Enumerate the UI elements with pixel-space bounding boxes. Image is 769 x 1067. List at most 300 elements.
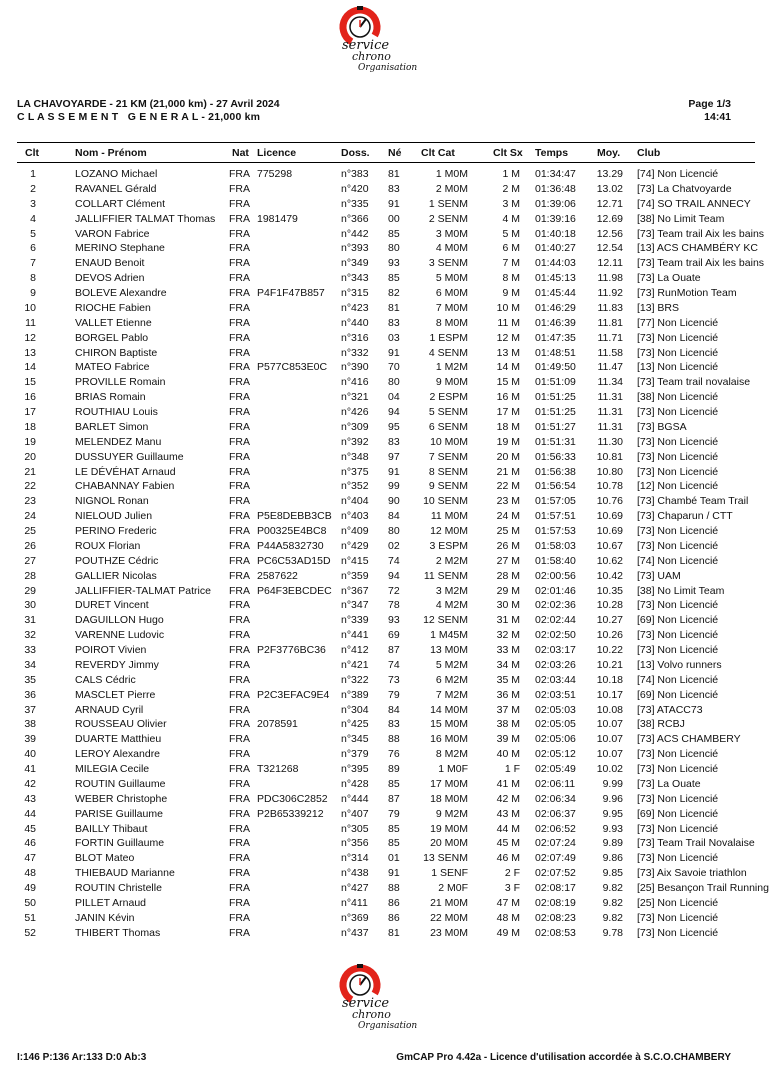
cell-clt-sx: 1 M [502,168,520,180]
cell-licence: T321268 [257,763,299,775]
cell-nat: FRA [229,644,250,656]
cell-clt-sx: 30 M [496,599,520,612]
table-row [0,613,755,628]
cell-clt: 47 [24,852,36,865]
cell-moy: 10.17 [596,688,623,701]
cell-moy: 13.29 [596,168,623,180]
cell-name: LEROY Alexandre [75,748,161,761]
cell-clt-cat: 12 SENM [423,614,468,627]
cell-clt: 33 [24,644,36,656]
cell-clt-sx: 14 M [496,361,520,374]
table-row [0,836,755,851]
cell-moy: 10.26 [596,629,623,642]
cell-temps: 01:58:40 [535,554,576,567]
cell-name: WEBER Christophe [75,792,168,805]
cell-doss: n°411 [341,896,368,909]
table-row [0,598,755,613]
cell-clt: 34 [24,658,36,671]
cell-clt: 45 [24,822,36,835]
table-row [0,479,755,494]
cell-clt-cat: 11 M0M [430,510,468,523]
cell-name: JALLIFFIER TALMAT Thomas [75,212,216,225]
cell-moy: 10.76 [596,495,623,508]
cell-moy: 10.07 [596,733,623,746]
cell-club: [73] Non Licencié [637,435,719,448]
race-title: LA CHAVOYARDE - 21 KM (21,000 km) - 27 Avril 2024 [17,98,280,110]
logo-word-chrono: chrono [352,1008,391,1021]
cell-clt-cat: 8 M2M [435,748,468,761]
cell-moy: 10.62 [596,554,623,567]
footer-stats: I:146 P:136 Ar:133 D:0 Ab:3 [17,1052,147,1063]
cell-clt-cat: 2 M0M [435,182,468,195]
cell-temps: 02:06:34 [535,792,576,805]
cell-clt-cat: 5 M0M [435,272,468,285]
cell-club: [73] Team trail Aix les bains [637,257,765,270]
cell-club: [73] Team trail Aix les bains [637,227,765,240]
cell-name: BRIAS Romain [75,391,146,404]
table-row [0,524,755,539]
cell-club: [73] Non Licencié [637,346,719,359]
cell-doss: n°438 [341,867,369,880]
cell-clt-cat: 1 ESPM [429,331,468,344]
cell-licence: 2587622 [257,569,298,582]
cell-clt-sx: 3 F [504,882,520,894]
cell-name: DUSSUYER Guillaume [75,450,184,463]
cell-moy: 11.92 [597,287,623,299]
table-row [0,777,755,792]
cell-clt-cat: 10 SENM [423,495,468,508]
cell-temps: 02:03:44 [535,673,576,686]
cell-ne: 00 [388,212,400,225]
table-row [0,851,755,866]
cell-moy: 12.54 [596,242,623,255]
cell-ne: 87 [388,644,400,656]
cell-temps: 01:49:50 [535,361,576,374]
cell-temps: 01:47:35 [535,331,576,344]
cell-ne: 99 [388,480,400,493]
cell-clt: 51 [24,911,36,924]
cell-clt-sx: 8 M [502,272,520,285]
cell-temps: 01:34:47 [535,168,576,180]
cell-temps: 01:56:33 [535,450,576,463]
cell-ne: 86 [388,911,400,924]
cell-doss: n°412 [341,644,369,656]
cell-name: BARLET Simon [75,420,149,433]
cell-name: BOLEVE Alexandre [75,287,167,299]
cell-nat: FRA [229,391,250,404]
cell-clt-cat: 17 M0M [430,777,468,790]
cell-doss: n°316 [341,331,369,344]
cell-clt: 24 [24,510,36,523]
cell-clt: 31 [24,614,36,627]
cell-clt-sx: 24 M [496,510,520,523]
cell-clt: 27 [24,554,36,567]
cell-nat: FRA [229,376,250,389]
col-nat: Nat [232,147,249,159]
cell-doss: n°423 [341,301,369,314]
cell-clt: 15 [24,376,36,389]
cell-ne: 85 [388,227,400,240]
cell-moy: 10.81 [596,450,623,463]
cell-ne: 85 [388,837,400,850]
cell-ne: 78 [388,599,400,612]
cell-ne: 95 [388,420,400,433]
table-row [0,465,755,480]
cell-name: RAVANEL Gérald [75,182,157,195]
col-clt: Clt [25,147,39,159]
cell-clt: 5 [30,227,36,240]
cell-clt-cat: 13 M0M [430,644,468,656]
cell-club: [73] Non Licencié [637,539,719,552]
cell-clt-cat: 1 M0F [438,763,468,775]
cell-clt-sx: 28 M [496,569,520,582]
cell-nat: FRA [229,614,250,627]
cell-club: [12] Non Licencié [637,480,719,493]
cell-clt-sx: 37 M [496,703,520,716]
cell-clt-cat: 19 M0M [430,822,468,835]
cell-name: ARNAUD Cyril [75,703,144,716]
cell-nat: FRA [229,212,250,225]
table-row [0,494,755,509]
table-row [0,643,755,658]
cell-moy: 11.31 [597,391,623,404]
table-row [0,688,755,703]
cell-licence: P2C3EFAC9E4 [257,688,330,701]
cell-clt-cat: 5 SENM [428,406,468,418]
cell-ne: 91 [388,197,400,210]
cell-moy: 9.78 [602,926,623,939]
cell-moy: 9.82 [602,896,623,909]
cell-club: [73] Non Licencié [637,331,719,344]
cell-clt-sx: 25 M [496,525,520,537]
cell-nat: FRA [229,792,250,805]
logo-word-organisation: Organisation [358,1021,418,1031]
cell-moy: 11.47 [597,361,623,374]
cell-moy: 12.71 [596,197,623,210]
cell-doss: n°367 [341,584,369,597]
cell-moy: 11.34 [597,376,623,389]
cell-ne: 88 [388,882,400,894]
cell-moy: 10.80 [596,465,623,478]
cell-nat: FRA [229,703,250,716]
cell-clt-cat: 8 M0M [435,316,468,329]
cell-clt-sx: 26 M [496,539,520,552]
table-row [0,509,755,524]
cell-doss: n°366 [341,212,369,225]
cell-clt-sx: 38 M [496,718,520,731]
cell-club: [73] Non Licencié [637,763,719,775]
cell-clt-sx: 11 M [497,316,520,329]
cell-clt: 50 [24,896,36,909]
cell-club: [73] La Ouate [637,272,701,285]
cell-temps: 01:57:51 [535,510,576,523]
cell-clt-sx: 23 M [496,495,520,508]
cell-clt-sx: 2 M [502,182,520,195]
footer-license: GmCAP Pro 4.42a - Licence d'utilisation accordée à S.C.O.CHAMBERY [396,1052,731,1063]
cell-clt-sx: 39 M [496,733,520,746]
table-row [0,554,755,569]
cell-clt-cat: 9 SENM [428,480,468,493]
cell-clt-sx: 33 M [496,644,520,656]
cell-ne: 91 [388,465,400,478]
cell-nat: FRA [229,688,250,701]
cell-moy: 11.83 [597,301,623,314]
cell-clt-cat: 16 M0M [430,733,468,746]
cell-name: VALLET Etienne [75,316,152,329]
logo-word-service: service [342,996,390,1011]
cell-clt: 23 [24,495,36,508]
cell-clt: 42 [24,777,36,790]
cell-club: [38] No Limit Team [637,584,725,597]
cell-moy: 10.18 [596,673,623,686]
cell-club: [73] Non Licencié [637,748,719,761]
cell-clt-sx: 22 M [496,480,520,493]
cell-nat: FRA [229,361,250,374]
cell-clt-sx: 13 M [496,346,520,359]
cell-doss: n°335 [341,197,369,210]
cell-temps: 02:02:36 [535,599,576,612]
cell-doss: n°429 [341,539,369,552]
cell-nat: FRA [229,539,250,552]
cell-moy: 11.31 [597,406,623,418]
cell-name: PROVILLE Romain [75,376,166,389]
cell-ne: 73 [388,673,400,686]
cell-club: [73] Non Licencié [637,465,719,478]
cell-clt: 1 [30,168,36,180]
cell-clt-cat: 6 SENM [428,420,468,433]
table-row [0,360,755,375]
cell-club: [73] Aix Savoie triathlon [637,867,747,880]
cell-moy: 10.28 [596,599,623,612]
cell-temps: 02:02:50 [535,629,576,642]
cell-name: DEVOS Adrien [75,272,145,285]
cell-club: [74] Non Licencié [637,673,719,686]
page-number: Page 1/3 [688,98,731,110]
cell-ne: 81 [388,168,400,180]
cell-clt-sx: 40 M [496,748,520,761]
cell-club: [73] Team trail novalaise [637,376,751,389]
cell-clt-sx: 36 M [496,688,520,701]
cell-nat: FRA [229,807,250,820]
cell-clt-sx: 5 M [502,227,520,240]
cell-name: POUTHZE Cédric [75,554,159,567]
cell-ne: 76 [388,748,400,761]
cell-temps: 01:51:27 [535,420,576,433]
cell-temps: 02:08:19 [535,896,576,909]
cell-moy: 10.35 [596,584,623,597]
cell-temps: 01:40:27 [535,242,576,255]
cell-temps: 02:08:53 [535,926,576,939]
cell-name: BORGEL Pablo [75,331,149,344]
cell-temps: 01:48:51 [535,346,576,359]
cell-clt: 20 [24,450,36,463]
cell-doss: n°425 [341,718,369,731]
cell-clt-sx: 34 M [496,658,520,671]
table-row [0,926,755,941]
cell-clt: 8 [30,272,36,285]
header-rule-top [17,142,755,143]
col-doss: Doss. [341,147,370,159]
cell-clt-cat: 12 M0M [430,525,468,537]
cell-moy: 11.58 [597,346,623,359]
cell-nat: FRA [229,435,250,448]
cell-nat: FRA [229,495,250,508]
cell-moy: 11.81 [597,316,623,329]
cell-nat: FRA [229,554,250,567]
cell-doss: n°409 [341,525,369,537]
cell-name: NIGNOL Ronan [75,495,149,508]
table-row [0,182,755,197]
cell-clt-cat: 6 M0M [435,287,468,299]
cell-clt-cat: 2 SENM [428,212,468,225]
cell-licence: 1981479 [257,212,298,225]
cell-moy: 12.56 [596,227,623,240]
cell-moy: 9.96 [602,792,623,805]
cell-name: VARENNE Ludovic [75,629,165,642]
cell-temps: 01:51:09 [535,376,576,389]
cell-nat: FRA [229,584,250,597]
cell-clt-sx: 12 M [496,331,520,344]
cell-name: DUARTE Matthieu [75,733,162,746]
cell-ne: 94 [388,406,400,418]
cell-nat: FRA [229,420,250,433]
cell-doss: n°359 [341,569,369,582]
table-row [0,747,755,762]
cell-name: PILLET Arnaud [75,896,147,909]
cell-clt-sx: 9 M [502,287,520,299]
cell-doss: n°314 [341,852,369,865]
cell-temps: 02:06:11 [535,777,576,790]
cell-clt-cat: 4 M2M [435,599,468,612]
cell-clt-cat: 15 M0M [430,718,468,731]
cell-clt-sx: 20 M [496,450,520,463]
cell-temps: 02:00:56 [535,569,576,582]
cell-clt-cat: 5 M2M [435,658,468,671]
cell-temps: 02:05:49 [535,763,576,775]
cell-name: CALS Cédric [75,673,136,686]
cell-temps: 01:51:25 [535,391,576,404]
cell-club: [13] Volvo runners [637,658,722,671]
cell-ne: 74 [388,554,400,567]
cell-clt-cat: 1 M45M [430,629,468,642]
cell-licence: PDC306C2852 [257,792,328,805]
cell-name: RIOCHE Fabien [75,301,151,314]
logo-word-organisation: Organisation [358,63,418,73]
cell-moy: 13.02 [596,182,623,195]
table-row [0,390,755,405]
cell-nat: FRA [229,346,250,359]
cell-clt-sx: 7 M [502,257,520,270]
cell-temps: 01:51:31 [535,435,576,448]
table-row [0,658,755,673]
cell-nat: FRA [229,197,250,210]
cell-moy: 9.89 [602,837,623,850]
cell-temps: 02:01:46 [535,584,576,597]
cell-licence: PC6C53AD15D [257,554,331,567]
cell-temps: 02:06:37 [535,807,576,820]
cell-ne: 80 [388,242,400,255]
cell-clt: 3 [30,197,36,210]
cell-clt-cat: 6 M2M [435,673,468,686]
cell-clt-sx: 43 M [496,807,520,820]
table-row [0,792,755,807]
cell-nat: FRA [229,867,250,880]
table-row [0,420,755,435]
cell-clt: 17 [24,406,36,418]
cell-club: [73] RunMotion Team [637,287,737,299]
cell-club: [25] Besançon Trail Running [637,882,769,894]
cell-clt: 13 [24,346,36,359]
cell-clt-sx: 27 M [496,554,520,567]
cell-doss: n°309 [341,420,369,433]
cell-club: [69] Non Licencié [637,614,719,627]
cell-name: ROUX Florian [75,539,141,552]
cell-nat: FRA [229,852,250,865]
cell-clt-sx: 3 M [502,197,520,210]
cell-moy: 11.31 [597,420,623,433]
cell-clt: 19 [24,435,36,448]
cell-club: [74] Non Licencié [637,168,719,180]
cell-temps: 01:45:44 [535,287,576,299]
table-row [0,212,755,227]
cell-doss: n°389 [341,688,369,701]
cell-doss: n°440 [341,316,369,329]
cell-temps: 02:07:49 [535,852,576,865]
cell-moy: 9.99 [602,777,623,790]
cell-nat: FRA [229,525,250,537]
cell-name: REVERDY Jimmy [75,658,159,671]
cell-temps: 01:51:25 [535,406,576,418]
cell-temps: 01:36:48 [535,182,576,195]
service-chrono-logo [330,2,430,72]
cell-doss: n°332 [341,346,369,359]
cell-ne: 04 [388,391,400,404]
cell-clt: 30 [24,599,36,612]
cell-ne: 83 [388,316,400,329]
cell-nat: FRA [229,748,250,761]
table-row [0,911,755,926]
cell-clt: 35 [24,673,36,686]
cell-doss: n°444 [341,792,369,805]
cell-club: [73] Non Licencié [637,644,719,656]
cell-clt: 39 [24,733,36,746]
cell-doss: n°392 [341,435,369,448]
cell-clt: 49 [24,882,36,894]
cell-clt-cat: 9 M2M [435,807,468,820]
cell-name: ROUTIN Christelle [75,882,162,894]
cell-name: FORTIN Guillaume [75,837,165,850]
cell-club: [73] Non Licencié [637,599,719,612]
cell-club: [73] Chambé Team Trail [637,495,749,508]
cell-clt: 41 [24,763,36,775]
cell-ne: 94 [388,569,400,582]
logo-word-chrono: chrono [352,50,391,63]
cell-nat: FRA [229,465,250,478]
cell-temps: 01:57:53 [535,525,576,537]
table-row [0,197,755,212]
cell-club: [73] UAM [637,569,681,582]
cell-temps: 02:05:12 [535,748,576,761]
cell-temps: 02:08:17 [535,882,576,894]
cell-name: THIEBAUD Marianne [75,867,175,880]
cell-club: [13] Non Licencié [637,361,719,374]
cell-temps: 01:58:03 [535,539,576,552]
cell-club: [73] Non Licencié [637,792,719,805]
cell-ne: 85 [388,777,400,790]
cell-clt-sx: 29 M [496,584,520,597]
cell-clt-cat: 3 M2M [435,584,468,597]
table-row [0,167,755,182]
